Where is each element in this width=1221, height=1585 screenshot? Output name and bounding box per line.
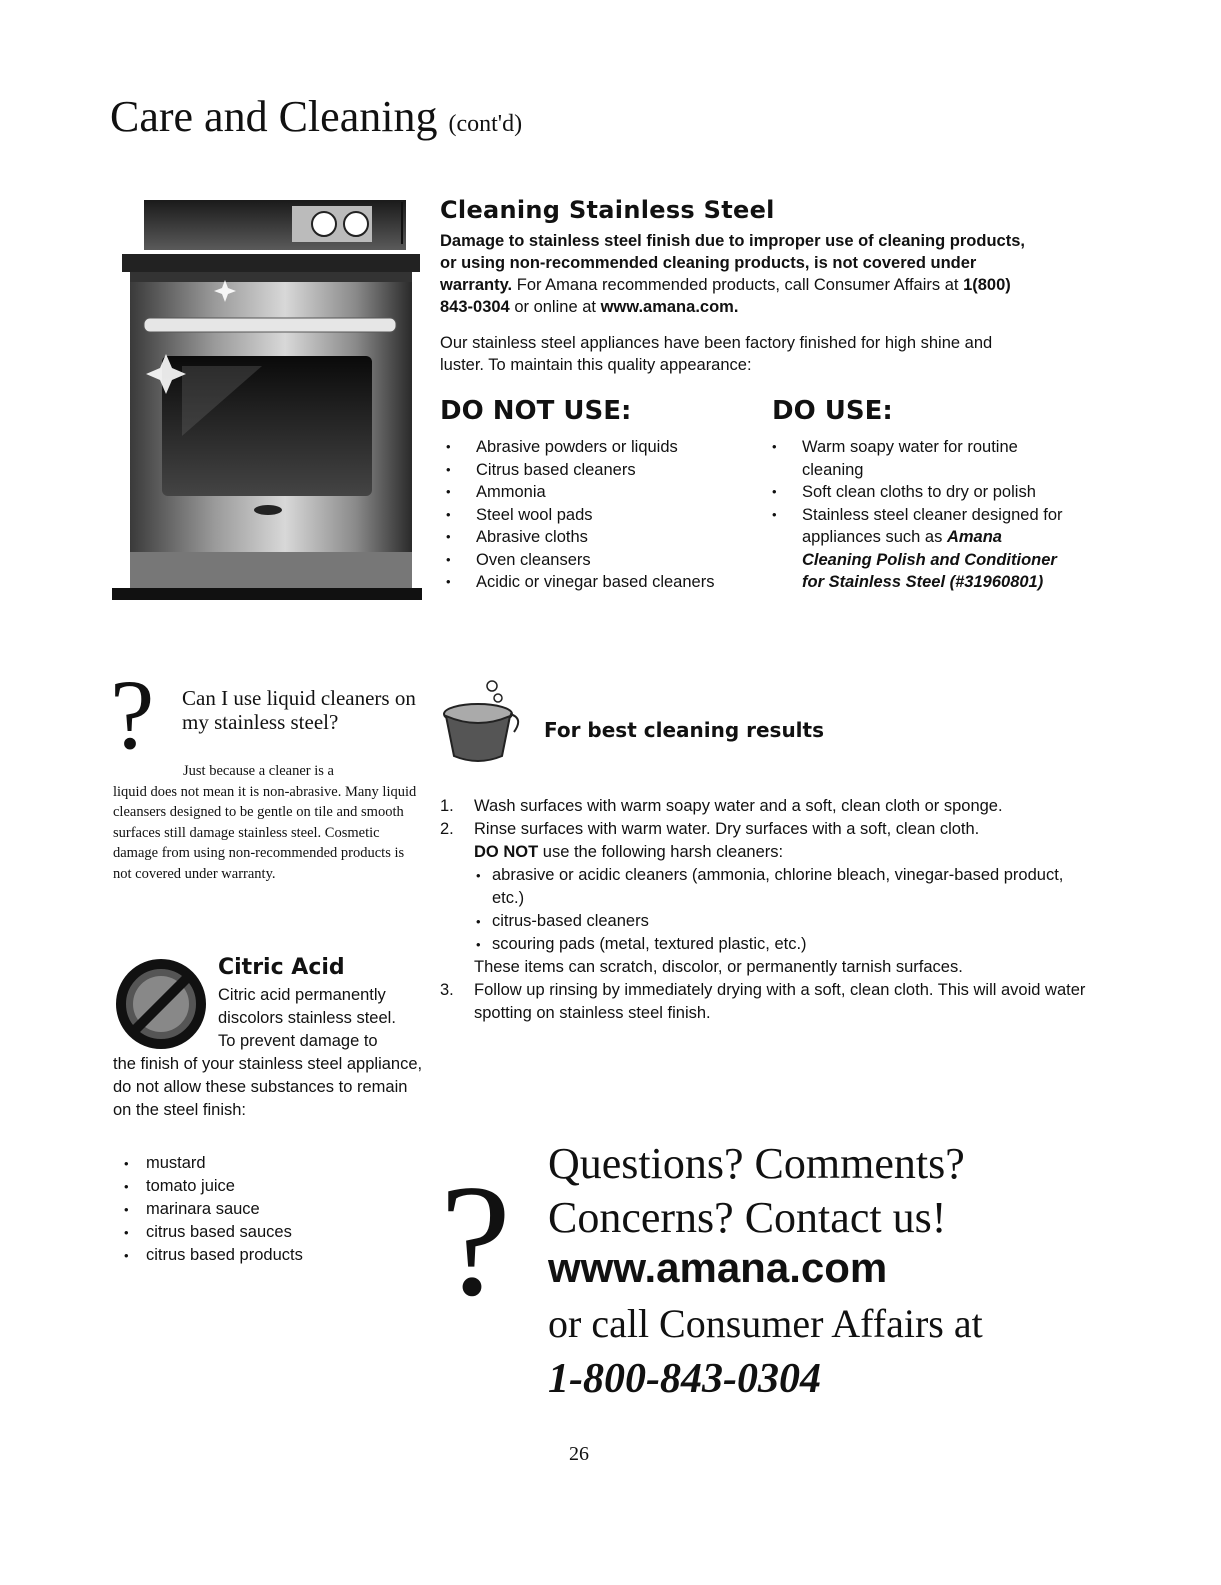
website-link[interactable]: www.amana.com.: [600, 298, 739, 316]
step-1: [440, 795, 1090, 818]
citric-line2: discolors stainless steel.: [218, 1009, 396, 1027]
list-item: • Soft clean cloths to dry or polish: [766, 481, 1076, 504]
oven-illustration: [112, 196, 422, 606]
contact-line-call: or call Consumer Affairs at: [548, 1301, 983, 1346]
warranty-warning: Damage to stainless steel finish due to improper use of cleaning products, or using non-recommended cleaning products, is not covered under warranty.: [440, 232, 1025, 294]
do-not-use-list: [440, 436, 770, 594]
consumer-affairs-phone: 1(800) 843-0304: [440, 276, 1011, 316]
stainless-heading: Cleaning Stainless Steel: [440, 196, 775, 224]
list-item: • citrus based sauces: [120, 1221, 420, 1244]
citric-line3: To prevent damage to: [218, 1032, 378, 1050]
step-2-warning: [474, 841, 1090, 864]
list-item: • mustard: [120, 1152, 420, 1175]
page-number: 26: [569, 1443, 589, 1465]
step-number: 3.: [440, 981, 454, 999]
list-item: • abrasive or acidic cleaners (ammonia, chlorine bleach, vinegar-based product, etc.): [474, 864, 1090, 910]
harsh-cleaners-list: [474, 864, 1090, 956]
bucket-icon: [440, 674, 520, 764]
step-number: 2.: [440, 820, 454, 838]
list-item: • citrus based products: [120, 1244, 420, 1267]
step-2: [440, 818, 1090, 979]
question-answer: [113, 761, 423, 884]
best-results-heading: For best cleaning results: [544, 718, 824, 742]
list-item: • Warm soapy water for routine cleaning: [766, 436, 1076, 481]
stainless-intro: Our stainless steel appliances have been factory finished for high shine and luster. To maintain this quality appearance:: [440, 334, 993, 374]
citric-acid-heading: Citric Acid: [218, 955, 345, 980]
warning-text-2: or online at: [514, 298, 596, 316]
do-not-label: DO NOT: [474, 843, 539, 861]
question-heading: Can I use liquid cleaners on my stainless steel?: [182, 686, 416, 734]
step-number: 1.: [440, 797, 454, 815]
contact-line-concerns: Concerns? Contact us!: [548, 1193, 947, 1242]
step-3: [440, 979, 1090, 1025]
cleaning-steps: [440, 795, 1090, 1025]
contact-line-questions: Questions? Comments?: [548, 1139, 965, 1188]
list-item: • tomato juice: [120, 1175, 420, 1198]
list-item: • citrus-based cleaners: [474, 910, 1090, 933]
list-item: • Acidic or vinegar based cleaners: [440, 571, 770, 594]
list-item: • Oven cleansers: [440, 549, 770, 572]
list-item: • Citrus based cleaners: [440, 459, 770, 482]
harsh-cleaners-note: These items can scratch, discolor, or permanently tarnish surfaces.: [474, 958, 963, 976]
list-item: [766, 504, 1076, 594]
warning-text: For Amana recommended products, call Consumer Affairs at: [516, 276, 959, 294]
do-use-list: [766, 436, 1076, 594]
citric-substances-list: [120, 1152, 420, 1267]
list-item: • scouring pads (metal, textured plastic, etc.): [474, 933, 1090, 956]
question-mark-icon: ?: [110, 659, 155, 770]
list-item: • Steel wool pads: [440, 504, 770, 527]
list-item: • Abrasive cloths: [440, 526, 770, 549]
list-item: • Abrasive powders or liquids: [440, 436, 770, 459]
step-text: Wash surfaces with warm soapy water and a soft, clean cloth or sponge.: [474, 797, 1003, 815]
citric-rest: the finish of your stainless steel appliance, do not allow these substances to remain on the steel finish:: [113, 1055, 423, 1119]
citric-acid-body: [113, 984, 423, 1122]
contact-website[interactable]: www.amana.com: [548, 1244, 888, 1291]
page-title-suffix: (cont'd): [448, 111, 523, 137]
question-answer-line1: Just because a cleaner is a: [183, 763, 334, 779]
stainless-warning: [440, 230, 1040, 318]
recommended-product: Amana Cleaning Polish and Conditioner for Stainless Steel (#31960801): [802, 528, 1057, 591]
do-not-use-heading: DO NOT USE:: [440, 396, 632, 426]
page-title: [110, 92, 523, 141]
page-title-text: Care and Cleaning: [110, 92, 438, 141]
contact-phone[interactable]: 1-800-843-0304: [548, 1356, 821, 1402]
list-item: • Ammonia: [440, 481, 770, 504]
do-use-item3-text: Stainless steel cleaner designed for appliances such as: [802, 505, 1063, 546]
list-item: • marinara sauce: [120, 1198, 420, 1221]
step-text: Follow up rinsing by immediately drying with a soft, clean cloth. This will avoid water spotting on stainless steel finish.: [474, 981, 1086, 1022]
step-2-warning-text: use the following harsh cleaners:: [542, 843, 784, 861]
question-mark-icon: ?: [440, 1151, 512, 1329]
do-use-heading: DO USE:: [772, 396, 893, 426]
question-answer-rest: liquid does not mean it is non-abrasive. Many liquid cleansers designed to be gentle on tile and smooth surfaces still damage stainless steel. Cosmetic damage from using non-recommended products is not covered under warranty.: [113, 783, 417, 882]
step-text: Rinse surfaces with warm water. Dry surfaces with a soft, clean cloth.: [474, 820, 980, 838]
citric-line1: Citric acid permanently: [218, 986, 386, 1004]
